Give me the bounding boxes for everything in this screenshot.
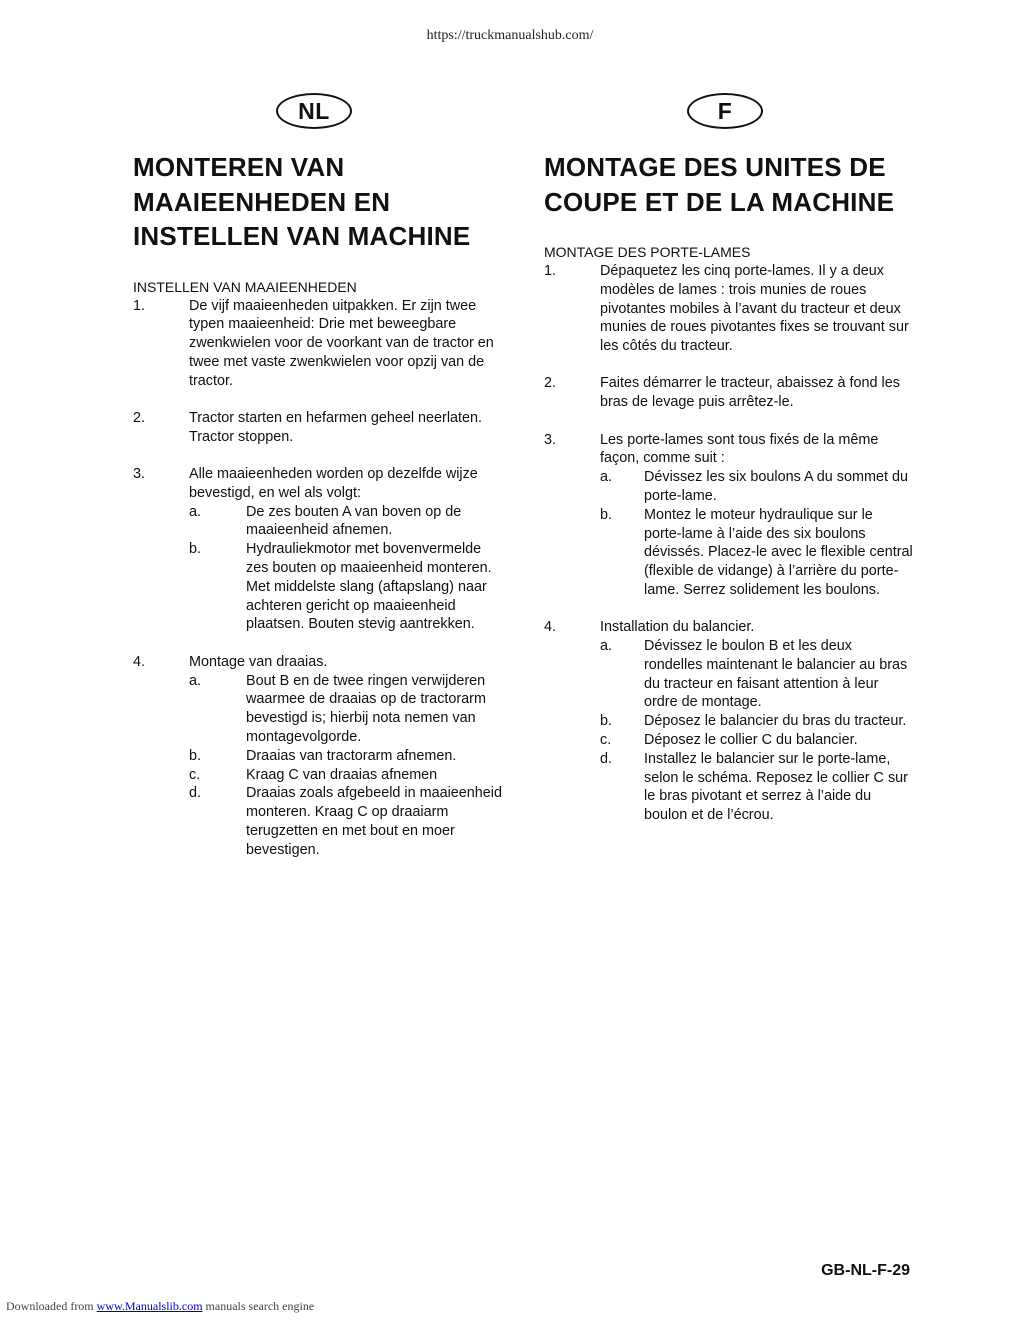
page-number: GB-NL-F-29	[821, 1262, 910, 1279]
sub-item-text: Dévissez le boulon B et les deux rondelles maintenant le balancier au bras du tracteur en faisant attention à leur ordre de montage.	[644, 638, 908, 711]
sub-item	[189, 540, 503, 634]
sub-item	[600, 506, 914, 600]
section-title-nl: MONTEREN VAN MAAIEENHEDEN EN INSTELLEN VAN MACHINE	[133, 152, 471, 251]
sub-item-letter: b.	[189, 541, 202, 558]
sub-item-text: Draaias zoals afgebeeld in maaieenheid monteren. Kraag C op draaiarm terugzetten en met bout en moer bevestigen.	[246, 785, 503, 858]
list-item	[544, 618, 914, 825]
sub-item	[189, 672, 503, 747]
list-item	[544, 262, 914, 356]
step-body	[189, 465, 503, 634]
step-text: Alle maaieenheden worden op dezelfde wijze bevestigd, en wel als volgt:	[189, 466, 478, 501]
sub-item-letter: a.	[189, 503, 202, 520]
section-title-fr: MONTAGE DES UNITES DE COUPE ET DE LA MACHINE	[544, 152, 895, 217]
sub-item-text: Déposez le collier C du balancier.	[644, 732, 858, 749]
step-text: Montage van draaias.	[189, 653, 328, 670]
sub-item-text: Montez le moteur hydraulique sur le porte-lame à l’aide des six boulons dévissés. Placez-le avec le flexible central (flexible de vidange) à l’arrière du porte-lame. Serrez solidement les boulons.	[644, 506, 913, 598]
column-dutch	[133, 150, 503, 860]
step-body	[600, 374, 914, 412]
step-body	[600, 431, 914, 600]
step-body	[189, 653, 503, 860]
step-text: Faites démarrer le tracteur, abaissez à fond les bras de levage puis arrêtez-le.	[600, 375, 900, 411]
step-number: 2.	[133, 409, 146, 426]
sub-item-letter: c.	[189, 766, 201, 783]
sub-item-letter: a.	[600, 638, 613, 655]
step-number: 1.	[133, 297, 146, 314]
sub-item	[600, 712, 914, 731]
sub-item-text: Bout B en de twee ringen verwijderen waarmee de draaias op de tractorarm bevestigd is; hierbij nota nemen van montagevolgorde.	[246, 672, 486, 745]
sub-item-letter: b.	[600, 713, 613, 730]
step-text: De vijf maaieenheden uitpakken. Er zijn twee typen maaieenheid: Drie met beweegbare zwenkwielen voor de voorkant van de tractor en twee met vaste zwenkwielen voor opzij van de tractor.	[189, 297, 494, 389]
step-number: 3.	[544, 431, 557, 448]
step-number: 3.	[133, 466, 146, 483]
sub-item-text: Déposez le balancier du bras du tracteur.	[644, 713, 907, 730]
sub-item-letter: d.	[600, 750, 613, 767]
sub-item	[600, 731, 914, 750]
sub-item	[600, 468, 914, 506]
manualslib-link[interactable]: www.Manualslib.com	[96, 1299, 203, 1313]
footer	[6, 1299, 314, 1314]
step-text: Les porte-lames sont tous fixés de la même façon, comme suit :	[600, 431, 879, 467]
sub-item-text: Dévissez les six boulons A du sommet du porte-lame.	[644, 469, 908, 504]
column-french	[544, 150, 914, 825]
sub-item-text: Hydrauliekmotor met bovenvermelde zes bouten op maaieenheid monteren. Met middelste slang (aftapslang) naar achteren gericht op maaieenheid plaatsen. Bouten stevig aantrekken.	[246, 541, 492, 633]
sub-item-letter: a.	[189, 672, 202, 689]
sub-item-text: De zes bouten A van boven op de maaieenheid afnemen.	[246, 503, 462, 539]
section-subtitle-nl: INSTELLEN VAN MAAIEENHEDEN	[133, 278, 357, 295]
language-badge-nl: NL	[276, 93, 352, 129]
sub-item-text: Kraag C van draaias afnemen	[246, 766, 438, 783]
list-item	[544, 431, 914, 600]
footer-prefix: Downloaded from	[6, 1299, 97, 1313]
list-item	[133, 465, 503, 634]
sub-item	[189, 784, 503, 859]
sub-item-letter: c.	[600, 732, 612, 749]
sub-item-letter: b.	[600, 506, 613, 523]
step-body	[189, 409, 503, 447]
step-body	[600, 262, 914, 356]
list-item	[133, 409, 503, 447]
list-item	[544, 374, 914, 412]
sub-item-text: Installez le balancier sur le porte-lame, selon le schéma. Reposez le collier C sur le bras pivotant et serrez à l’aide du boulon et de l’écrou.	[644, 750, 908, 824]
step-number: 2.	[544, 375, 557, 392]
sub-item	[189, 503, 503, 541]
section-subtitle-fr: MONTAGE DES PORTE-LAMES	[544, 244, 751, 260]
list-item	[133, 653, 503, 860]
list-item	[133, 297, 503, 391]
sub-item-letter: b.	[189, 747, 202, 764]
step-body	[189, 297, 503, 391]
step-text: Tractor starten en hefarmen geheel neerlaten. Tractor stoppen.	[189, 409, 483, 445]
sub-item-letter: a.	[600, 469, 613, 486]
step-number: 1.	[544, 263, 557, 279]
language-badge-fr: F	[687, 93, 763, 129]
sub-item-text: Draaias van tractorarm afnemen.	[246, 747, 457, 764]
sub-item	[189, 747, 503, 766]
sub-item	[189, 766, 503, 785]
sub-item	[600, 750, 914, 825]
step-number: 4.	[133, 653, 146, 670]
source-url: https://truckmanualshub.com/	[426, 28, 594, 43]
step-body	[600, 618, 914, 825]
sub-item-letter: d.	[189, 785, 202, 802]
step-number: 4.	[544, 619, 557, 636]
sub-item	[600, 637, 914, 712]
steps-list-nl	[133, 297, 503, 860]
footer-suffix: manuals search engine	[202, 1299, 315, 1313]
step-text: Dépaquetez les cinq porte-lames. Il y a deux modèles de lames : trois munies de roues pivotantes mobiles à l’avant du tracteur et deux munies de roues pivotantes fixes se trouvant sur les côtés du tracteur.	[600, 263, 909, 355]
step-text: Installation du balancier.	[600, 619, 755, 636]
steps-list-fr	[544, 262, 914, 825]
